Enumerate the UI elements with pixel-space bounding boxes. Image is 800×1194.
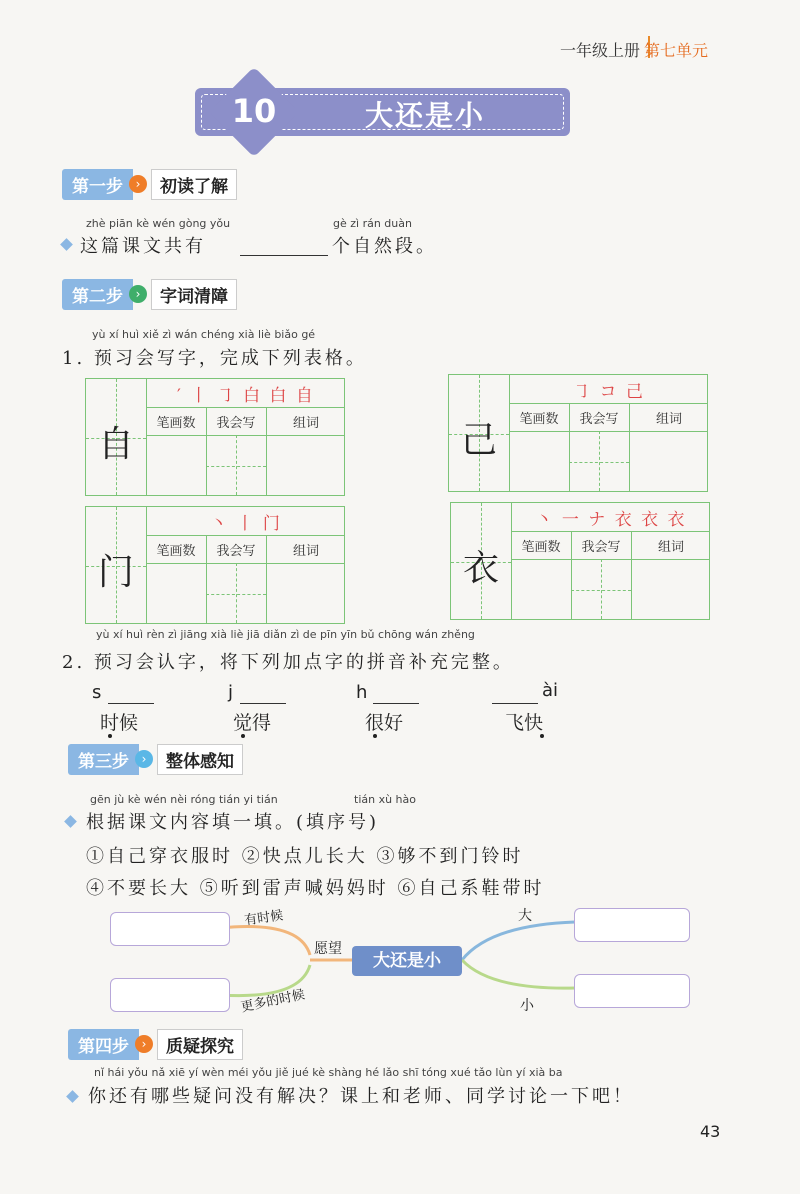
step-name: 质疑探究 <box>157 1029 243 1060</box>
branch-label: 更多的时候 <box>239 987 307 1016</box>
step-name: 初读了解 <box>151 169 237 200</box>
header-grade: 一年级上册 <box>559 41 640 60</box>
table-header: 组词 <box>292 416 319 431</box>
answer-cell[interactable] <box>631 560 711 620</box>
char-table <box>85 506 345 624</box>
answer-cell[interactable] <box>206 436 266 496</box>
lesson-number: 10 <box>231 92 277 130</box>
answer-cell[interactable] <box>571 560 631 620</box>
table-header: 我会写 <box>579 412 619 427</box>
question-text: 个自然段。 <box>332 236 437 257</box>
big-character: 自 <box>97 424 134 465</box>
fill-word: 时候 <box>100 712 139 734</box>
header-unit: 第七单元 <box>643 41 708 60</box>
fill-word: 飞快 <box>505 712 544 734</box>
fill-word: 觉得 <box>233 712 272 734</box>
fill-word: 很好 <box>365 712 404 734</box>
branch-label: 小 <box>520 998 534 1014</box>
stroke-order: ㇆ コ 己 <box>573 382 645 402</box>
answer-blank[interactable] <box>108 684 154 704</box>
answer-blank[interactable] <box>240 236 328 256</box>
answer-box[interactable] <box>110 978 230 1012</box>
table-header: 笔画数 <box>156 416 196 431</box>
table-header: 我会写 <box>581 540 621 555</box>
step4-label <box>68 1030 243 1058</box>
answer-cell[interactable] <box>146 436 206 496</box>
dot-mark <box>540 734 544 738</box>
table-header: 我会写 <box>216 416 256 431</box>
char-table <box>450 502 710 620</box>
arrow-icon: › <box>135 750 153 768</box>
pinyin-line: gēn jù kè wén nèi róng tián yi tián <box>90 793 278 806</box>
answer-cell[interactable] <box>511 560 571 620</box>
answer-cell[interactable] <box>629 432 709 492</box>
char-table <box>85 378 345 496</box>
arrow-icon: › <box>129 285 147 303</box>
lesson-title: 大还是小 <box>364 99 485 132</box>
answer-cell[interactable] <box>509 432 569 492</box>
step-tag: 第一步 <box>62 169 133 200</box>
dot-mark <box>241 734 245 738</box>
big-character: 门 <box>97 552 134 593</box>
table-header: 我会写 <box>216 544 256 559</box>
answer-blank[interactable] <box>240 684 286 704</box>
step-name: 字词清障 <box>151 279 237 310</box>
pinyin-line: nǐ hái yǒu nǎ xiē yí wèn méi yǒu jiě jué kè shàng hé lǎo shī tóng xué tǎo lùn yí xià ba <box>94 1066 563 1079</box>
question-text: 这篇课文共有 <box>80 236 206 257</box>
step-tag: 第三步 <box>68 744 139 775</box>
arrow-icon: › <box>135 1035 153 1053</box>
fill-prefix: h <box>356 682 368 703</box>
branch-label: 愿望 <box>314 941 342 957</box>
bullet-diamond-icon <box>60 238 73 251</box>
big-character: 衣 <box>462 548 499 589</box>
branch-label: 大 <box>518 908 532 924</box>
table-header: 笔画数 <box>521 540 561 555</box>
bullet-diamond-icon <box>64 815 77 828</box>
fill-prefix: s <box>92 682 102 703</box>
question-text: 2. 预习会认字，将下列加点字的拼音补充完整。 <box>62 652 514 673</box>
table-header: 笔画数 <box>156 544 196 559</box>
char-table <box>448 374 708 492</box>
page-number: 43 <box>700 1122 721 1141</box>
answer-cell[interactable] <box>266 436 346 496</box>
pinyin-line: yù xí huì xiě zì wán chéng xià liè biǎo gé <box>92 328 316 341</box>
answer-blank[interactable] <box>373 684 419 704</box>
answer-blank[interactable] <box>492 684 538 704</box>
step2-label <box>62 280 237 308</box>
question-text: 1. 预习会写字，完成下列表格。 <box>62 348 367 369</box>
step-name: 整体感知 <box>157 744 243 775</box>
options-line: ④不要长大 ⑤听到雷声喊妈妈时 ⑥自己系鞋带时 <box>86 878 545 899</box>
dot-mark <box>373 734 377 738</box>
pinyin-line: yù xí huì rèn zì jiāng xià liè jiā diǎn zì de pīn yīn bǔ chōng wán zhěng <box>96 628 475 641</box>
step-tag: 第二步 <box>62 279 133 310</box>
answer-cell[interactable] <box>146 564 206 624</box>
bullet-diamond-icon <box>66 1090 79 1103</box>
stroke-order: 丶 丨 门 <box>210 514 282 534</box>
dot-mark <box>108 734 112 738</box>
fill-suffix: ài <box>542 680 559 701</box>
step-tag: 第四步 <box>68 1029 139 1060</box>
answer-box[interactable] <box>574 908 690 942</box>
table-header: 笔画数 <box>519 412 559 427</box>
branch-label: 有时候 <box>243 908 285 929</box>
table-header: 组词 <box>655 412 682 427</box>
fill-prefix: j <box>228 682 234 703</box>
table-header: 组词 <box>657 540 684 555</box>
big-character: 己 <box>460 420 497 461</box>
step1-label <box>62 170 237 198</box>
table-header: 组词 <box>292 544 319 559</box>
answer-cell[interactable] <box>569 432 629 492</box>
arrow-icon: › <box>129 175 147 193</box>
answer-cell[interactable] <box>206 564 266 624</box>
question-text: 你还有哪些疑问没有解决？课上和老师、同学讨论一下吧！ <box>88 1086 634 1107</box>
answer-cell[interactable] <box>266 564 346 624</box>
stroke-order: 丶 一 ナ 衣 衣 衣 <box>535 510 687 530</box>
question-text: 根据课文内容填一填。(填序号) <box>86 812 380 833</box>
step3-label <box>68 745 243 773</box>
pinyin-line: gè zì rán duàn <box>333 217 412 230</box>
pinyin-line: zhè piān kè wén gòng yǒu <box>86 217 231 230</box>
answer-box[interactable] <box>574 974 690 1008</box>
options-line: ①自己穿衣服时 ②快点儿长大 ③够不到门铃时 <box>86 846 524 867</box>
mindmap-center: 大还是小 <box>352 946 462 976</box>
answer-box[interactable] <box>110 912 230 946</box>
pinyin-line: tián xù hào <box>354 793 416 806</box>
stroke-order: ′ 丨 ㇆ 白 白 自 <box>177 386 315 406</box>
